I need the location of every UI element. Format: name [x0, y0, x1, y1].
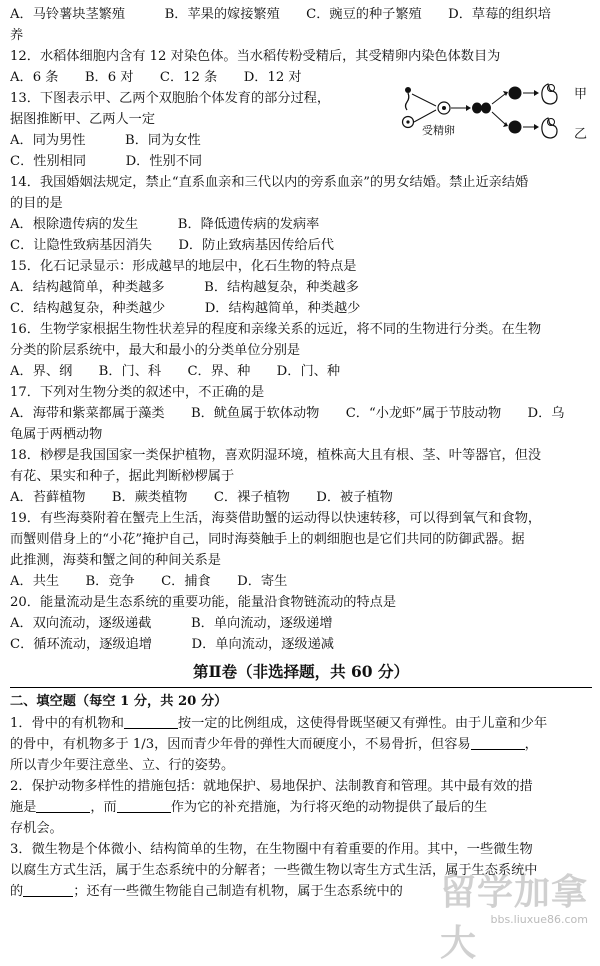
site-watermark [440, 864, 590, 964]
text-line: 的目的是 [10, 196, 63, 211]
question-15-options-ab: A．结构越简单，种类越多 B．结构越复杂，种类越多 [10, 280, 359, 295]
text-line: 分类的阶层系统中，最大和最小的分类单位分别是 [10, 343, 301, 358]
text-segment: ；还有一些微生物能自己制造有机物，属于生态系统中的 [73, 884, 403, 899]
text-segment: 的 [10, 884, 24, 899]
text-line: 龟属于两栖动物 [10, 427, 103, 442]
question-16: 16．生物学家根据生物性状差异的程度和亲缘关系的远近，将不同的生物进行分类。在生物 [10, 322, 542, 337]
text-segment: ，而 [90, 800, 117, 815]
answer-blank[interactable] [23, 882, 73, 897]
question-13-stem: 据图推断甲、乙两人一定 [10, 112, 156, 127]
embryo-icon [509, 121, 522, 134]
text-line [10, 734, 592, 755]
text-line: A．马铃薯块茎繁殖 B．苹果的嫁接繁殖 C．豌豆的种子繁殖 D．草莓的组织培 [10, 7, 551, 22]
text-line: 所以青少年要注意坐、立、行的姿势。 [10, 758, 235, 773]
question-14-options-cd: C．让隐性致病基因消失 D．防止致病基因传给后代 [10, 238, 334, 253]
label-jia: 甲 [574, 87, 588, 102]
watermark-url: bbs.liuxue86.com [490, 913, 588, 926]
question-19-options: A．共生 B．竞争 C．捕食 D．寄生 [10, 574, 288, 589]
question-17: 17．下列对生物分类的叙述中，不正确的是 [10, 385, 265, 400]
fetus-icon [542, 84, 557, 104]
text-line: 有花、果实和种子，据此判断桫椤属于 [10, 469, 235, 484]
question-18: 18．桫椤是我国国家一类保护植物，喜欢阴湿环境，植株高大且有根、茎、叶等器官，但没 [10, 448, 542, 463]
text-segment: 作为它的补充措施，为行将灭绝的动物提供了最后的生 [170, 800, 488, 815]
question-14: 14．我国婚姻法规定，禁止“直系血亲和三代以内的旁系血亲”的男女结婚。禁止近亲结婚 [10, 175, 529, 190]
text-segment: ， [524, 737, 538, 752]
question-12: 12．水稻体细胞内含有 12 对染色体。当水稻传粉受精后，其受精卵内染色体数目为 [10, 49, 501, 64]
question-15: 15．化石记录显示：形成越早的地层中，化石生物的特点是 [10, 259, 357, 274]
two-cell-embryo-icon [472, 103, 491, 114]
watermark-logo: 留学加拿大 [440, 872, 589, 964]
label-yi: 乙 [574, 127, 588, 142]
question-16-options: A．界、纲 B．门、科 C．界、种 D．门、种 [10, 364, 341, 379]
fill-question-2: 2．保护动物多样性的措施包括：就地保护、易地保护、法制教育和管理。其中最有效的措 [10, 779, 533, 794]
answer-blank[interactable] [471, 735, 525, 750]
text-line: 养 [10, 28, 24, 43]
answer-blank[interactable] [124, 714, 178, 729]
text-line: 此推测，海葵和蟹之间的种间关系是 [10, 553, 221, 568]
text-line: 以腐生方式生活，属于生态系统中的分解者；一些微生物以寄生方式生活，属于生态系统中 [10, 863, 538, 878]
text-line: 而蟹则借身上的“小花”掩护自己，同时海葵触手上的刺细胞也是它们共同的防御武器。据 [10, 532, 525, 547]
twin-development-figure [400, 82, 595, 162]
answer-blank[interactable] [36, 798, 90, 813]
text-segment: 1．骨中的有机物和 [10, 716, 124, 731]
section-title: 第Ⅱ卷（非选择题，共 60 分） [193, 662, 409, 681]
text-segment: 施是 [10, 800, 37, 815]
question-17-options: A．海带和紫菜都属于藻类 B．鱿鱼属于软体动物 C．“小龙虾”属于节肢动物 D．乌 [10, 406, 565, 421]
text-segment: 按一定的比例组成，这使得骨既坚硬又有弹性。由于儿童和少年 [177, 716, 548, 731]
egg-icon [403, 117, 414, 128]
question-18-options: A．苔藓植物 B．蕨类植物 C．裸子植物 D．被子植物 [10, 490, 393, 505]
question-15-options-cd: C．结构越复杂，种类越少 D．结构越简单，种类越少 [10, 301, 361, 316]
embryo-icon [509, 87, 522, 100]
question-13: 13．下图表示甲、乙两个双胞胎个体发育的部分过程， [10, 91, 331, 106]
divider [10, 687, 592, 688]
fill-section-heading: 二、填空题（每空 1 分，共 20 分） [10, 694, 228, 709]
question-20: 20．能量流动是生态系统的重要功能，能量沿食物链流动的特点是 [10, 595, 397, 610]
answer-blank[interactable] [117, 798, 171, 813]
sperm-icon [405, 87, 411, 110]
fill-question-3: 3．微生物是个体微小、结构简单的生物，在生物圈中有着重要的作用。其中，一些微生物 [10, 842, 533, 857]
label-fertilized-egg: 受精卵 [422, 124, 455, 137]
question-20-options-cd: C．循环流动，逐级追增 D．单向流动，逐级递减 [10, 637, 334, 652]
fertilized-egg-icon [438, 102, 450, 114]
question-19: 19．有些海葵附着在蟹壳上生活，海葵借助蟹的运动得以快速转移，可以得到氧气和食物， [10, 511, 542, 526]
text-line: 存机会。 [10, 821, 63, 836]
text-segment: 的骨中，有机物多于 1/3，因而青少年骨的弹性大而硬度小，不易骨折，但容易 [10, 737, 471, 752]
question-12-options: A．6 条 B．6 对 C．12 条 D．12 对 [10, 70, 302, 85]
text-line [10, 797, 592, 818]
question-13-options-cd: C．性别相同 D．性别不同 [10, 154, 203, 169]
question-13-options-ab: A．同为男性 B．同为女性 [10, 133, 201, 148]
question-20-options-ab: A．双向流动，逐级递截 B．单向流动，逐级递增 [10, 616, 333, 631]
question-14-options-ab: A．根除遗传病的发生 B．降低遗传病的发病率 [10, 217, 320, 232]
fill-question-1 [10, 713, 592, 734]
fetus-icon [542, 118, 557, 138]
